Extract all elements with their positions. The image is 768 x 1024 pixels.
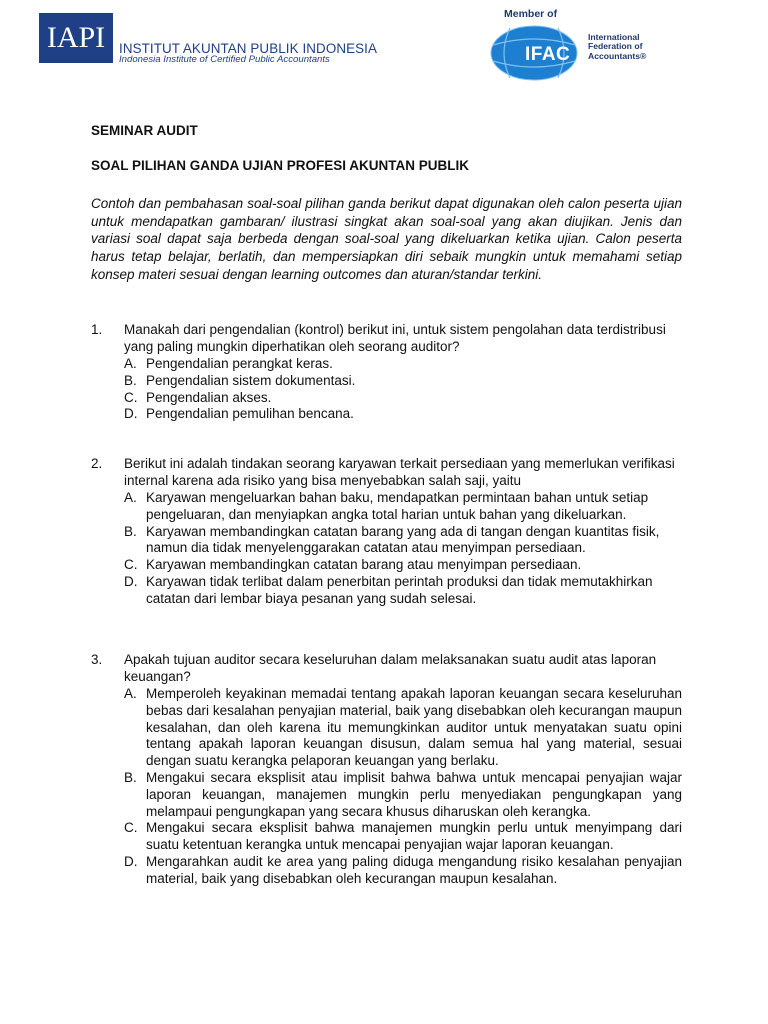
ifac-member-label: Member of [504,8,558,20]
option-letter: C. [124,557,138,573]
iapi-subtitle: Indonesia Institute of Certified Public Accountants [119,54,330,65]
option-text: Pengendalian perangkat keras. [146,356,333,371]
iapi-logo [39,13,113,63]
option-a [124,686,682,770]
option-letter: B. [124,769,137,785]
option-text: Memperoleh keyakinan memadai tentang apakah laporan keuangan secara keseluruhan bebas dari kesalahan penyajian material, baik yang disebabkan oleh kecurangan maupun kesalahan, dan oleh karena itu memungkinkan auditor untuk menyatakan suatu opini tentang apakah laporan keuangan disusun, dalam semua hal yang material, sesuai dengan suatu kerangka pelaporan keuangan yang berlaku. [146,686,682,769]
option-a [124,356,682,373]
option-list [124,356,682,423]
iapi-logo-text: IAPI [46,21,106,54]
option-letter: D. [124,406,138,422]
intro-paragraph: Contoh dan pembahasan soal-soal pilihan ganda berikut dapat digunakan oleh calon peserta ujian untuk mendapatkan gambaran/ ilustrasi singkat akan soal-soal yang akan diujikan. Jenis dan variasi soal dapat saja berbeda dengan soal-soal yang dikeluarkan ketika ujian. Calon peserta harus tetap belajar, berlatih, dan mempersiapkan diri sebaik mungkin untuk memahami setiap konsep materi sesuai dengan learning outcomes dan aturan/standar terkini. [91,196,682,282]
option-letter: A. [124,686,137,701]
option-a [124,490,682,524]
option-b [124,524,682,558]
question-number: 3. [91,652,103,667]
option-letter: D. [124,573,138,589]
option-d [124,406,682,423]
ifac-full-name: International Federation of Accountants® [588,32,647,61]
option-text: Pengendalian sistem dokumentasi. [146,372,356,388]
option-text: Karyawan membandingkan catatan barang atau menyimpan persediaan. [146,557,582,573]
option-text: Pengendalian pemulihan bencana. [146,406,354,422]
option-text: Karyawan mengeluarkan bahan baku, mendapatkan permintaan bahan untuk setiap pengeluaran, dan menyiapkan angka total harian untuk bahan yang dikeluarkan. [146,490,649,522]
exam-title: SOAL PILIHAN GANDA UJIAN PROFESI AKUNTAN PUBLIK [91,158,470,173]
option-letter: A. [124,356,137,371]
option-c [124,557,682,574]
option-text: Pengendalian akses. [146,389,272,405]
option-text: Karyawan tidak terlibat dalam penerbitan perintah produksi dan tidak memutakhirkan catatan dari lembar biaya pesanan yang sudah selesai. [146,573,653,606]
option-list [124,490,682,608]
option-d [124,854,682,888]
option-list [124,686,682,888]
option-text: Mengarahkan audit ke area yang paling diduga mengandung risiko kesalahan penyajian material, baik yang disebabkan oleh kecurangan maupun kesalahan. [146,853,682,886]
option-b [124,770,682,820]
option-text: Karyawan membandingkan catatan barang yang ada di tangan dengan kuantitas fisik, namun dia tidak menyelenggarakan catatan atau menyimpan persediaan. [146,523,660,556]
option-text: Mengakui secara eksplisit bahwa manajemen mungkin perlu untuk menyimpang dari suatu ketentuan kerangka untuk mencapai penyajian wajar laporan keuangan. [146,820,682,853]
option-b [124,373,682,390]
option-c [124,390,682,407]
option-letter: B. [124,372,137,388]
option-letter: C. [124,389,138,405]
option-c [124,820,682,854]
question-text: Manakah dari pengendalian (kontrol) berikut ini, untuk sistem pengolahan data terdistribusi yang paling mungkin diperhatikan oleh seorang auditor? [124,322,666,354]
seminar-title: SEMINAR AUDIT [91,123,198,138]
option-d [124,574,682,608]
option-letter: B. [124,523,137,539]
question-number: 2. [91,456,103,471]
option-letter: A. [124,490,137,505]
question-text: Apakah tujuan auditor secara keseluruhan dalam melaksanakan suatu audit atas laporan keuangan? [124,652,657,684]
question-text: Berikut ini adalah tindakan seorang karyawan terkait persediaan yang memerlukan verifikasi internal karena ada risiko yang bisa menyebabkan salah saji, yaitu [124,456,675,488]
iapi-name: INSTITUT AKUNTAN PUBLIK INDONESIA [119,41,378,56]
option-letter: D. [124,853,138,869]
option-text: Mengakui secara eksplisit atau implisit bahwa bahwa untuk mencapai penyajian wajar laporan keuangan, manajemen mungkin perlu menyediakan pengungkapan yang melampaui pengungkapan yang secara khusus diharuskan oleh kerangka. [146,769,682,819]
ifac-logo-text: IFAC [525,44,571,65]
option-letter: C. [124,820,138,836]
question-number: 1. [91,322,103,337]
